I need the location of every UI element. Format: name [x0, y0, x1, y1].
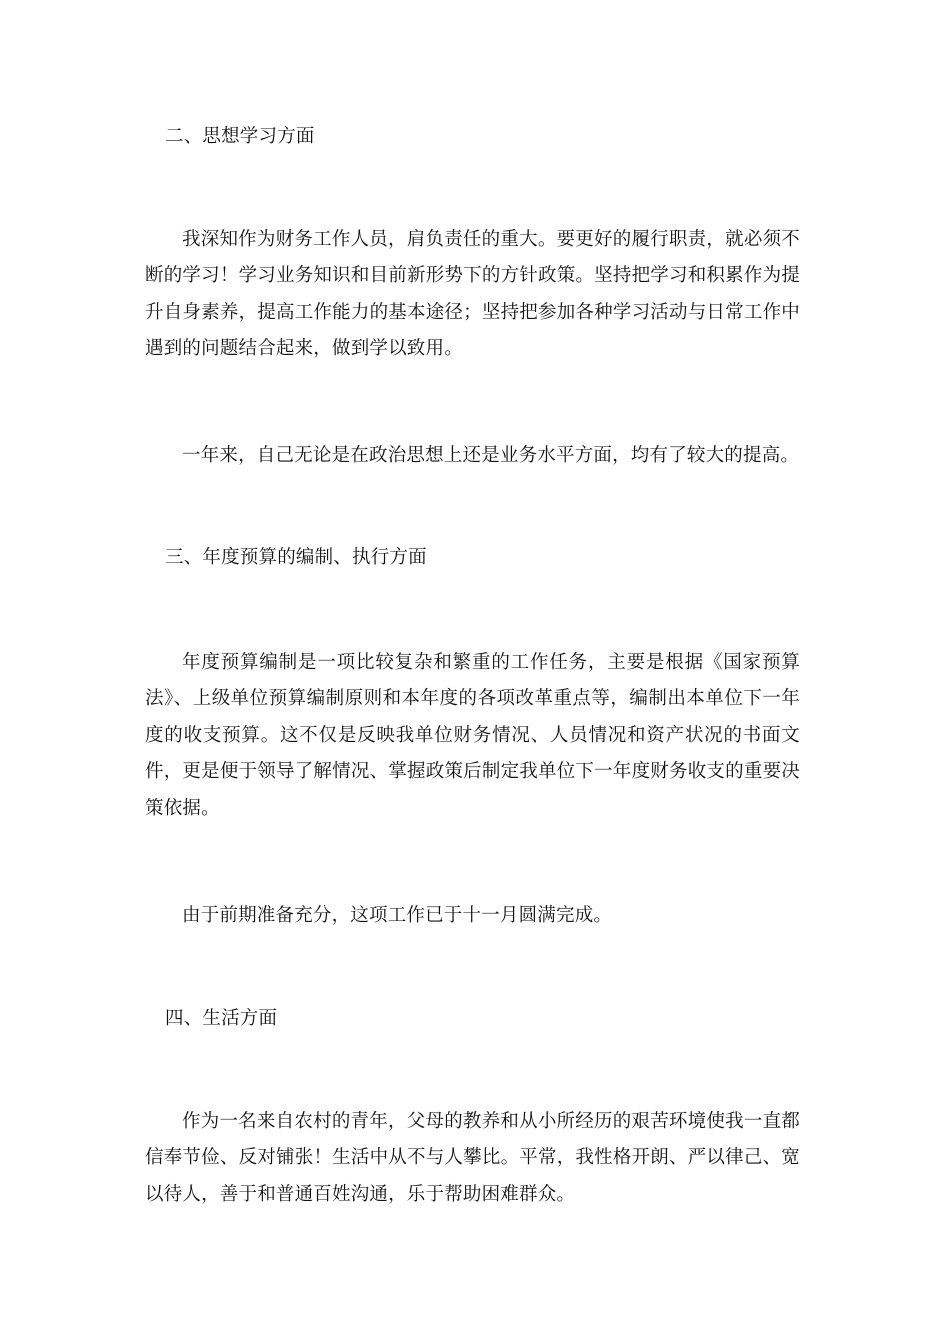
paragraph-year-progress: 一年来，自己无论是在政治思想上还是业务水平方面，均有了较大的提高。 [182, 445, 800, 466]
section-heading-budget: 三、年度预算的编制、执行方面 [165, 547, 427, 568]
section-heading-life: 四、生活方面 [165, 1008, 278, 1029]
paragraph-budget: 年度预算编制是一项比较复杂和繁重的工作任务，主要是根据《国家预算法》、上级单位预算编制原则和本年度的各项改革重点等，编制出本单位下一年度的收支预算。这不仅是反映我单位财务情况、人员情况和资产状况的书面文件，更是便于领导了解情况、掌握政策后制定我单位下一年度财务收支的重要决策依据。 [145, 652, 800, 819]
paragraph-budget-completion: 由于前期准备充分，这项工作已于十一月圆满完成。 [182, 905, 613, 926]
paragraph-study: 我深知作为财务工作人员，肩负责任的重大。要更好的履行职责，就必须不断的学习！学习业务知识和目前新形势下的方针政策。坚持把学习和积累作为提升自身素养，提高工作能力的基本途径；坚持把参加各种学习活动与日常工作中遇到的问题结合起来，做到学以致用。 [145, 229, 800, 360]
section-heading-thinking-study: 二、思想学习方面 [165, 126, 315, 147]
paragraph-life: 作为一名来自农村的青年，父母的教养和从小所经历的艰苦环境使我一直都信奉节俭、反对铺张！生活中从不与人攀比。平常，我性格开朗、严以律己、宽以待人，善于和普通百姓沟通，乐于帮助困难群众。 [145, 1111, 800, 1205]
